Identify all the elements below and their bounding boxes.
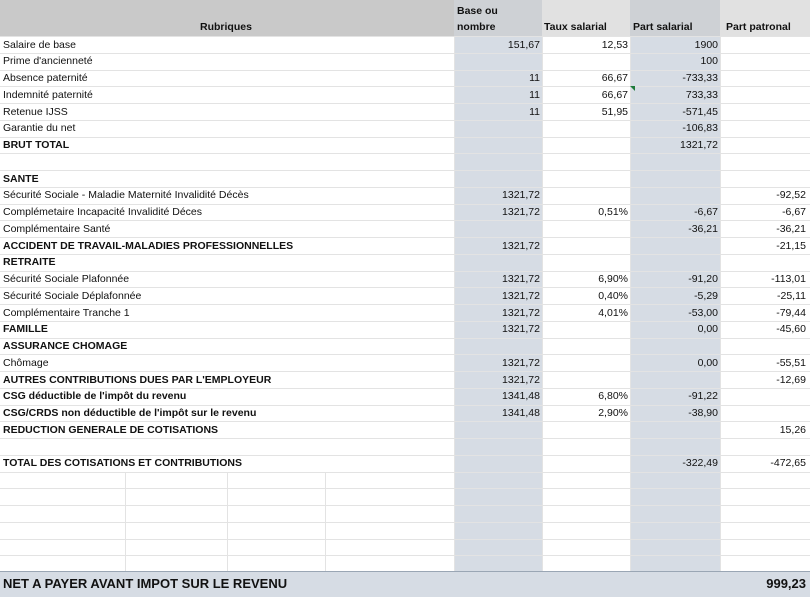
row-part-pat-cell: -25,11 — [777, 289, 806, 302]
row-part-sal-cell: 100 — [700, 55, 718, 68]
row-base-cell: 1321,72 — [502, 356, 540, 369]
row-taux-cell: 0,51% — [598, 206, 628, 218]
row-label: RETRAITE — [3, 256, 56, 269]
row-label: CSG déductible de l'impôt du revenu — [3, 390, 187, 403]
row-label: AUTRES CONTRIBUTIONS DUES PAR L'EMPLOYEUR — [3, 373, 272, 386]
row-base-cell: 1321,72 — [502, 289, 540, 302]
row-label: Complémentaire Santé — [3, 222, 111, 235]
row-part-sal-cell: -106,83 — [682, 122, 718, 135]
row-label: TOTAL DES COTISATIONS ET CONTRIBUTIONS — [3, 457, 242, 470]
row-part-sal-cell: -53,00 — [688, 306, 718, 319]
row-gridline — [0, 488, 810, 489]
row-base-cell: 1321,72 — [502, 306, 540, 319]
header-part-patronal: Part patronal — [726, 21, 791, 33]
row-base-cell: 1321,72 — [502, 273, 540, 285]
header-base-line2: nombre — [457, 21, 496, 33]
row-label: Sécurité Sociale Plafonnée — [3, 273, 130, 285]
row-label: Absence paternité — [3, 72, 88, 84]
row-part-sal-cell: -91,20 — [688, 273, 718, 285]
row-base-cell: 1321,72 — [502, 373, 540, 386]
column-gridline — [325, 472, 326, 571]
row-gridline — [0, 522, 810, 523]
row-label: BRUT TOTAL — [3, 139, 70, 151]
row-label: REDUCTION GENERALE DE COTISATIONS — [3, 423, 219, 436]
row-taux-cell: 4,01% — [598, 306, 628, 319]
row-taux-cell: 0,40% — [598, 289, 628, 302]
row-base-cell: 11 — [529, 88, 540, 101]
row-taux-cell: 2,90% — [598, 407, 628, 419]
row-part-sal-cell: -91,22 — [688, 390, 718, 403]
row-taux-cell: 6,80% — [598, 390, 628, 403]
row-base-cell: 1341,48 — [502, 390, 540, 403]
row-part-pat-cell: -36,21 — [776, 222, 806, 235]
row-label: ACCIDENT DE TRAVAIL-MALADIES PROFESSIONNELLES — [3, 239, 294, 252]
row-gridline — [0, 505, 810, 506]
row-part-sal-cell: -36,21 — [688, 222, 718, 235]
row-part-pat-cell: -113,01 — [771, 273, 806, 285]
row-taux-cell: 6,90% — [598, 273, 628, 285]
row-gridline — [0, 472, 810, 473]
row-part-sal-cell: -6,67 — [694, 206, 718, 218]
row-part-sal-cell: 0,00 — [697, 323, 718, 336]
row-part-pat-cell: -79,44 — [776, 306, 806, 319]
header-part-salarial: Part salarial — [633, 21, 693, 33]
row-label: Chômage — [3, 356, 49, 369]
row-label: ASSURANCE CHOMAGE — [3, 340, 128, 352]
row-part-sal-cell: -733,33 — [682, 72, 718, 84]
row-gridline — [0, 153, 810, 154]
row-label: Sécurité Sociale Déplafonnée — [3, 289, 142, 302]
row-label: SANTE — [3, 172, 39, 185]
header-taux-salarial: Taux salarial — [544, 21, 607, 33]
row-part-sal-cell: 0,00 — [697, 356, 718, 369]
row-base-cell: 1321,72 — [502, 189, 540, 202]
row-part-pat-cell: -92,52 — [776, 189, 806, 202]
header-base-line1: Base ou — [457, 5, 498, 17]
row-gridline — [0, 555, 810, 556]
row-base-cell: 11 — [529, 72, 540, 84]
row-base-cell: 1321,72 — [502, 206, 540, 218]
row-base-cell: 1321,72 — [502, 323, 540, 336]
row-part-sal-cell: 733,33 — [685, 88, 718, 101]
row-label: Sécurité Sociale - Maladie Maternité Invalidité Décès — [3, 189, 249, 202]
cell-comment-marker — [630, 86, 635, 91]
row-part-pat-cell: -55,51 — [776, 356, 806, 369]
row-base-cell: 11 — [529, 105, 540, 118]
row-label: Prime d'ancienneté — [3, 55, 93, 68]
row-part-pat-cell: 15,26 — [779, 423, 806, 436]
row-part-pat-cell: -6,67 — [782, 206, 806, 218]
row-label: Salaire de base — [3, 38, 76, 51]
net-pay-label: NET A PAYER AVANT IMPOT SUR LE REVENU — [3, 576, 288, 591]
row-base-cell: 1321,72 — [502, 239, 540, 252]
column-gridline — [227, 472, 228, 571]
net-pay-value: 999,23 — [766, 576, 806, 591]
column-gridline — [125, 472, 126, 571]
row-taux-cell: 66,67 — [601, 72, 628, 84]
row-label: FAMILLE — [3, 323, 48, 336]
row-taux-cell: 12,53 — [601, 38, 628, 51]
row-gridline — [0, 438, 810, 439]
row-part-pat-cell: -45,60 — [776, 323, 806, 336]
row-part-pat-cell: -21,15 — [776, 239, 806, 252]
row-gridline — [0, 539, 810, 540]
row-part-sal-cell: -322,49 — [682, 457, 718, 470]
row-taux-cell: 51,95 — [601, 105, 628, 118]
header-rubriques: Rubriques — [200, 21, 252, 33]
row-part-sal-cell: -5,29 — [694, 289, 718, 302]
row-base-cell: 1341,48 — [502, 407, 540, 419]
row-part-pat-cell: -472,65 — [770, 457, 806, 470]
row-label: Complémetaire Incapacité Invalidité Déces — [3, 206, 203, 218]
row-label: Indemnité paternité — [3, 88, 93, 101]
row-part-sal-cell: 1900 — [694, 38, 718, 51]
row-label: Complémentaire Tranche 1 — [3, 306, 130, 319]
row-part-sal-cell: -571,45 — [682, 105, 718, 118]
row-taux-cell: 66,67 — [601, 88, 628, 101]
row-part-sal-cell: 1321,72 — [680, 139, 718, 151]
row-part-pat-cell: -12,69 — [776, 373, 806, 386]
row-base-cell: 151,67 — [507, 38, 540, 51]
row-label: CSG/CRDS non déductible de l'impôt sur le revenu — [3, 407, 257, 419]
row-label: Garantie du net — [3, 122, 76, 135]
row-part-sal-cell: -38,90 — [688, 407, 718, 419]
row-label: Retenue IJSS — [3, 105, 68, 118]
